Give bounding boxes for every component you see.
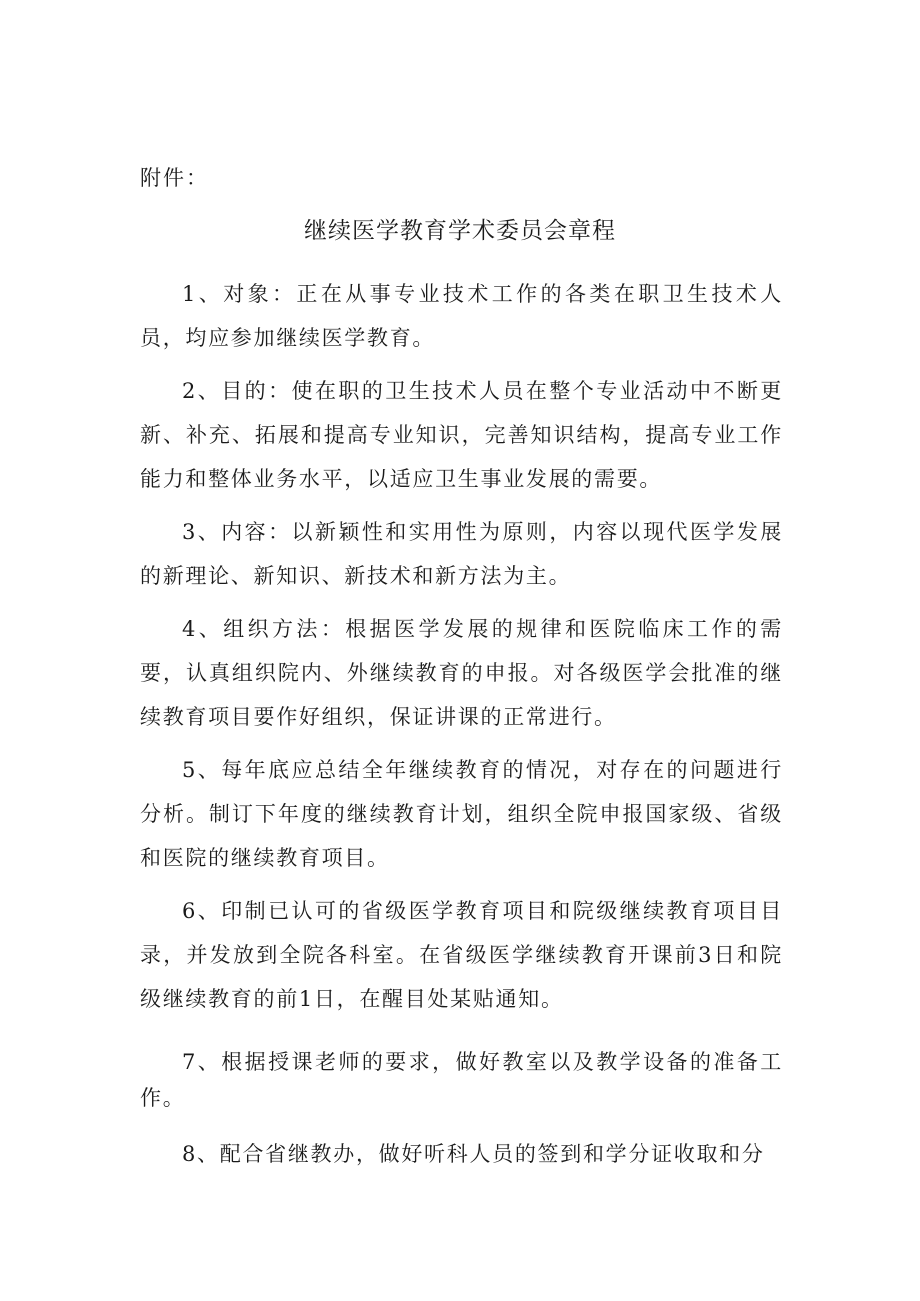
- paragraph-4-organization-method: 4、组织方法：根据医学发展的规律和医院临床工作的需要，认真组织院内、外继续教育的申报。对各级医学会批准的继续教育项目要作好组织，保证讲课的正常进行。: [140, 617, 783, 729]
- attachment-label: 附件：: [140, 166, 209, 190]
- paragraph-5-annual-summary: 5、每年底应总结全年继续教育的情况，对存在的问题进行分析。制订下年度的继续教育计划，组织全院申报国家级、省级和医院的继续教育项目。: [140, 758, 783, 870]
- paragraph-7-classroom-preparation: 7、根据授课老师的要求，做好教室以及教学设备的准备工作。: [140, 1050, 783, 1110]
- document-body: [140, 272, 783, 1176]
- paragraph-3-content: 3、内容：以新颖性和实用性为原则，内容以现代医学发展的新理论、新知识、新技术和新方法为主。: [140, 520, 783, 588]
- paragraph-1-target-audience: 1、对象：正在从事专业技术工作的各类在职卫生技术人员，均应参加继续医学教育。: [140, 282, 783, 350]
- document-title: 继续医学教育学术委员会章程: [304, 218, 616, 244]
- paragraph-6-project-catalog: 6、印制已认可的省级医学教育项目和院级继续教育项目目录，并发放到全院各科室。在省级医学继续教育开课前3日和院级继续教育的前1日，在醒目处某贴通知。: [140, 899, 783, 1011]
- paragraph-2-purpose: 2、目的：使在职的卫生技术人员在整个专业活动中不断更新、补充、拓展和提高专业知识，完善知识结构，提高专业工作能力和整体业务水平，以适应卫生事业发展的需要。: [140, 379, 783, 491]
- paragraph-8-sign-in-credits: 8、配合省继教办，做好听科人员的签到和学分证收取和分: [182, 1142, 765, 1166]
